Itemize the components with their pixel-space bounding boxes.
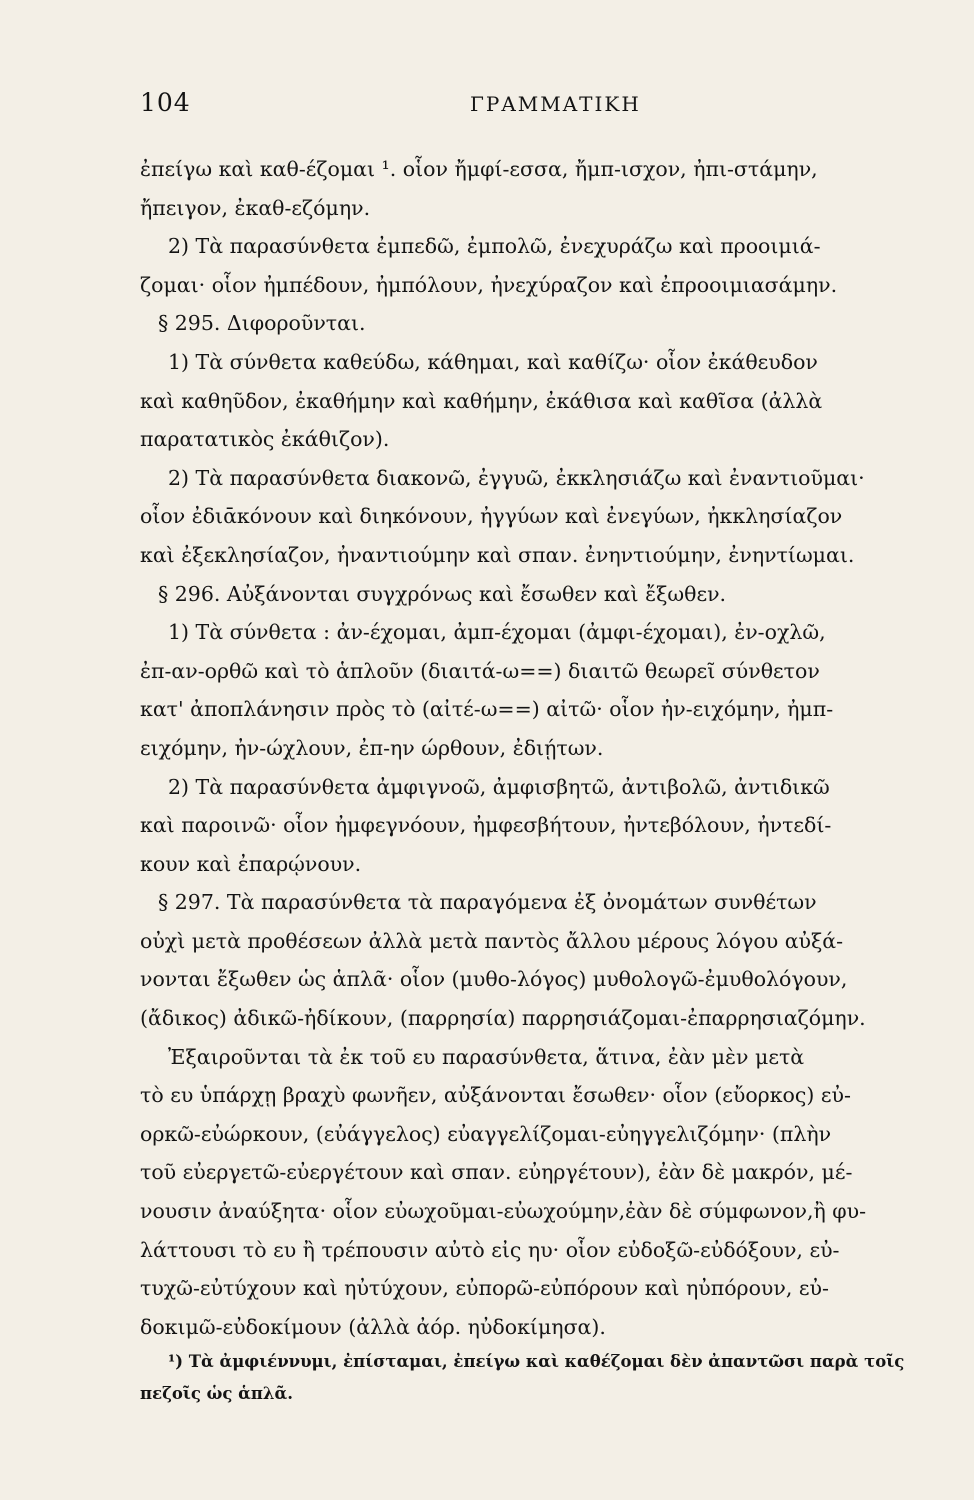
text-line: ορκῶ-εὐώρκουν, (εὐάγγελος) εὐαγγελίζομαι-εὐηγγελιζόμην· (πλὴν <box>140 1121 832 1146</box>
text-line: καὶ παροινῶ· οἷον ἠμφεγνόουν, ἠμφεσβήτουν, ἠντεβόλουν, ἠντεδί- <box>140 813 832 838</box>
text-line: κατ' ἀποπλάνησιν πρὸς τὸ (αἰτέ-ω==) αἰτῶ· οἷον ἠν-ειχόμην, ἠμπ- <box>140 697 834 722</box>
section-heading: § 295. Διφοροῦνται. <box>158 311 366 336</box>
text-line: τοῦ εὐεργετῶ-εὐεργέτουν καὶ σπαν. εὐηργέτουν), ἐὰν δὲ μακρόν, μέ- <box>140 1160 853 1185</box>
footnote-line: ¹) Τὰ ἀμφιέννυμι, ἐπίσταμαι, ἐπείγω καὶ καθέζομαι δὲν ἀπαντῶσι παρὰ τοῖς <box>168 1352 905 1371</box>
text-line: ζομαι· οἷον ἠμπέδουν, ἠμπόλουν, ἠνεχύραζον καὶ ἐπροοιμιασάμην. <box>140 272 838 297</box>
text-line: ἐπείγω καὶ καθ-έζομαι ¹. οἷον ἤμφί-εσσα, ἤμπ-ισχον, ἠπι-στάμην, <box>140 157 818 181</box>
text-line: παρατατικὸς ἐκάθιζον). <box>140 427 390 452</box>
text-line: ἤπειγον, ἐκαθ-εζόμην. <box>140 195 371 220</box>
text-line: λάττουσι τὸ ευ ἢ τρέπουσιν αὐτὸ εἰς ηυ· οἷον εὐδοξῶ-εὐδόξουν, εὐ- <box>140 1237 840 1262</box>
text-line: τυχῶ-εὐτύχουν καὶ ηὐτύχουν, εὐπορῶ-εὐπόρουν καὶ ηὐπόρουν, εὐ- <box>140 1276 829 1301</box>
text-line: Ἐξαιροῦνται τὰ ἐκ τοῦ ευ παρασύνθετα, ἅτινα, ἐὰν μὲν μετὰ <box>168 1044 805 1069</box>
text-line: οὐχὶ μετὰ προθέσεων ἀλλὰ μετὰ παντὸς ἄλλου μέρους λόγου αὐξά- <box>140 928 844 953</box>
page-header <box>140 88 940 124</box>
text-line: νουσιν ἀναύξητα· οἷον εὐωχοῦμαι-εὐωχούμην,ἐὰν δὲ σύμφωνον,ἢ φυ- <box>140 1199 866 1224</box>
text-line: οἷον ἐδιᾱκόνουν καὶ διηκόνουν, ἠγγύων καὶ ἐνεγύων, ἠκκλησίαζον <box>140 504 843 529</box>
text-line: 2) Τὰ παρασύνθετα διακονῶ, ἐγγυῶ, ἐκκλησιάζω καὶ ἐναντιοῦμαι· <box>168 465 865 490</box>
text-line: 2) Τὰ παρασύνθετα ἐμπεδῶ, ἐμπολῶ, ἐνεχυράζω καὶ προοιμιά- <box>168 234 821 259</box>
page-number: 104 <box>140 88 191 117</box>
text-line: καὶ ἐξεκλησίαζον, ἠναντιούμην καὶ σπαν. ἐνηντιούμην, ἐνηντίωμαι. <box>140 542 855 567</box>
text-line: ειχόμην, ἠν-ώχλουν, ἐπ-ην ώρθουν, ἐδιῄτων. <box>140 735 604 760</box>
text-line: δοκιμῶ-εὐδοκίμουν (ἀλλὰ ἀόρ. ηὐδοκίμησα). <box>140 1314 606 1339</box>
text-line: νονται ἔξωθεν ὡς ἁπλᾶ· οἷον (μυθο-λόγος) μυθολογῶ-ἐμυθολόγουν, <box>140 967 848 992</box>
running-title: ΓΡΑΜΜΑΤΙΚΗ <box>470 92 641 116</box>
text-line: 1) Τὰ σύνθετα : ἀν-έχομαι, ἀμπ-έχομαι (ἀμφι-έχομαι), ἐν-οχλῶ, <box>168 620 826 645</box>
text-line: ἐπ-αν-ορθῶ καὶ τὸ ἁπλοῦν (διαιτά-ω==) διαιτῶ θεωρεῖ σύνθετον <box>140 658 820 683</box>
text-line: (ἄδικος) ἀδικῶ-ἠδίκουν, (παρρησία) παρρησιάζομαι-ἐπαρρησιαζόμην. <box>140 1006 866 1031</box>
text-line: 1) Τὰ σύνθετα καθεύδω, κάθημαι, καὶ καθίζω· οἷον ἐκάθευδον <box>168 349 818 374</box>
footnote <box>140 1346 960 1410</box>
body-text <box>140 150 940 1346</box>
text-line: καὶ καθηῦδον, ἐκαθήμην καὶ καθήμην, ἐκάθισα καὶ καθῖσα (ἀλλὰ <box>140 388 823 413</box>
section-heading: § 296. Αὐξάνονται συγχρόνως καὶ ἔσωθεν καὶ ἔξωθεν. <box>158 581 727 606</box>
text-line: κουν καὶ ἐπαρῴνουν. <box>140 851 362 876</box>
footnote-line: πεζοῖς ὡς ἁπλᾶ. <box>140 1384 293 1403</box>
section-heading: § 297. Τὰ παρασύνθετα τὰ παραγόμενα ἐξ ὀνομάτων συνθέτων <box>158 890 817 915</box>
text-line: τὸ ευ ὑπάρχῃ βραχὺ φωνῆεν, αὐξάνονται ἔσωθεν· οἷον (εὔορκος) εὐ- <box>140 1083 851 1108</box>
text-line: 2) Τὰ παρασύνθετα ἀμφιγνοῶ, ἀμφισβητῶ, ἀντιβολῶ, ἀντιδικῶ <box>168 774 830 799</box>
